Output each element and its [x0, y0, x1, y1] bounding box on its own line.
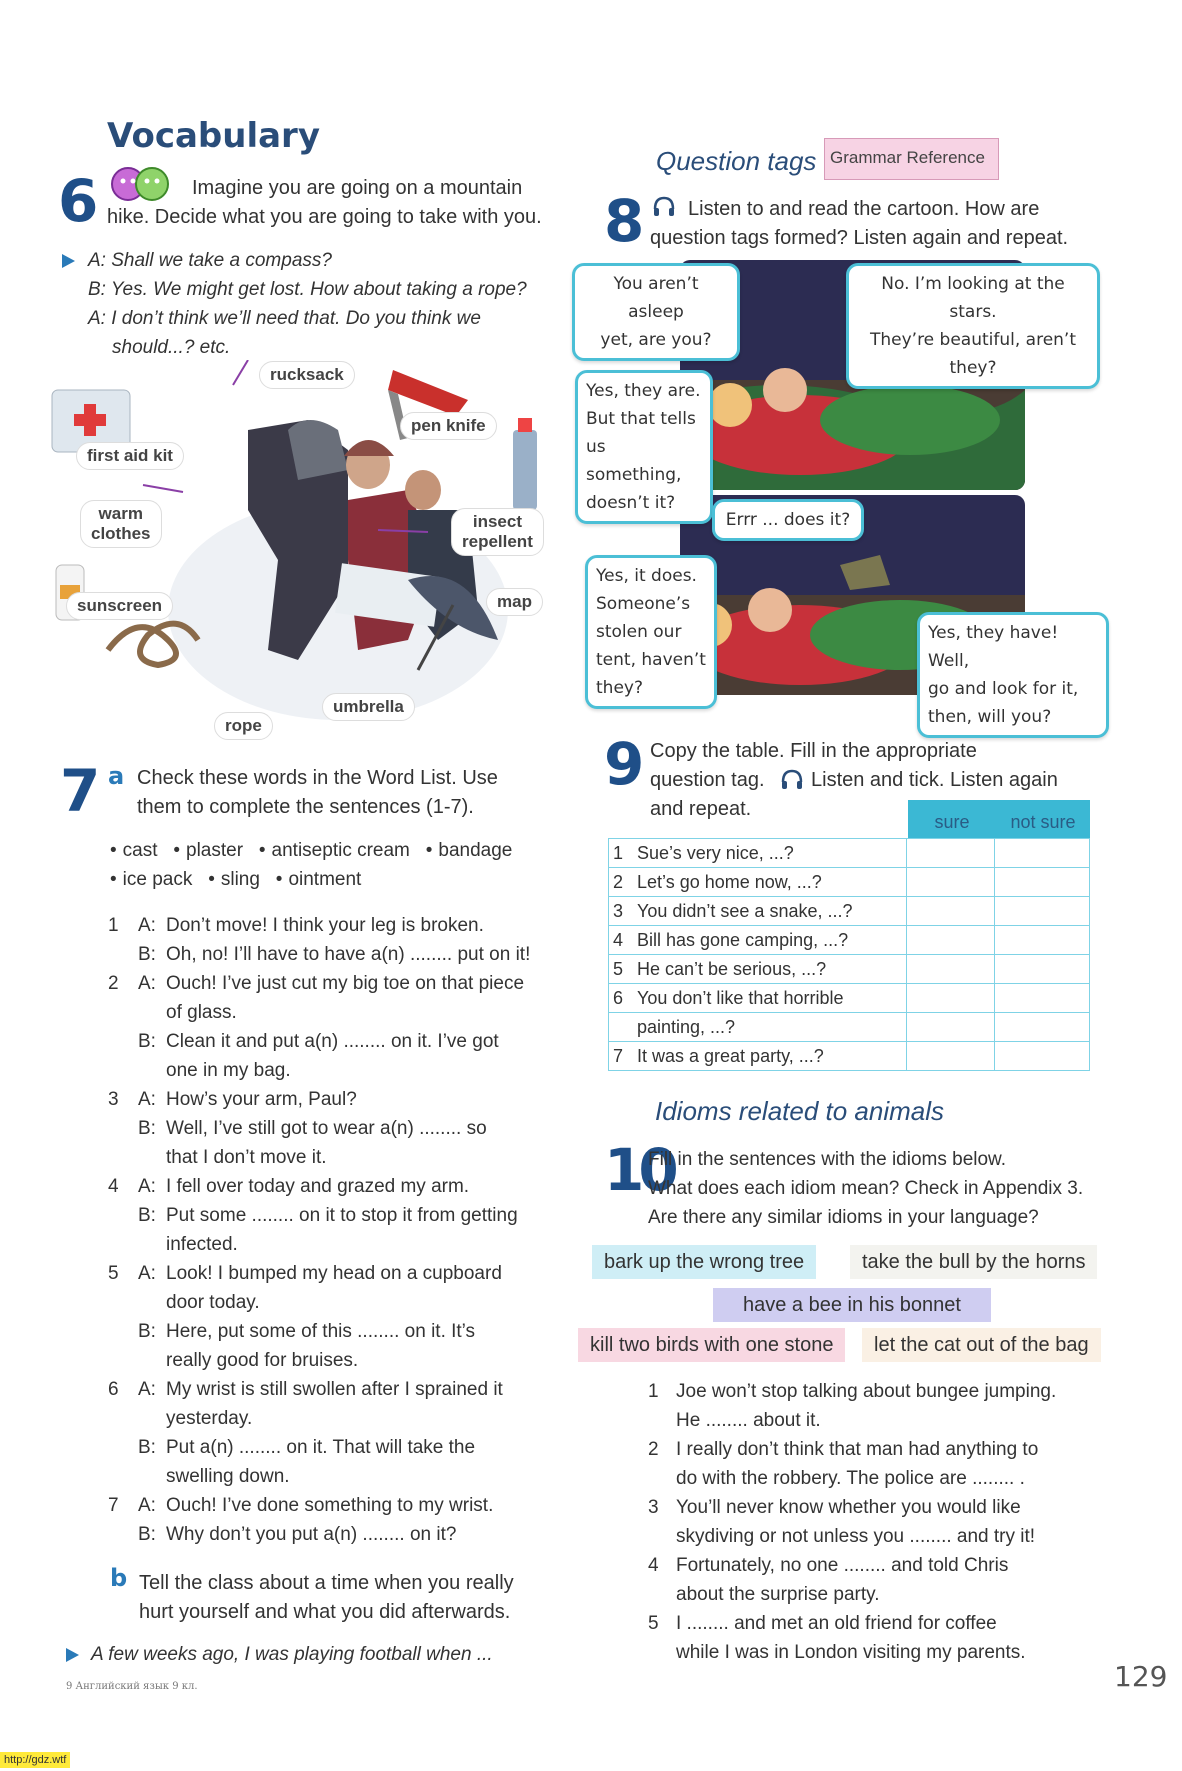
line-number [108, 1230, 138, 1259]
sentence-text: Don’t move! I think your leg is broken. [166, 915, 484, 936]
speaker-label [138, 1462, 166, 1491]
sure-cell[interactable] [906, 868, 995, 897]
bubble-5-line-5: they? [596, 678, 643, 698]
ex8-line-2: question tags formed? Listen again and repeat. [650, 227, 1069, 249]
line-number: 2 [108, 973, 119, 994]
ex7b-line-2: hurt yourself and what you did afterwards. [139, 1601, 511, 1623]
col-not-sure-label: not sure [1010, 812, 1076, 832]
label-rucksack: rucksack [259, 361, 355, 389]
not-sure-cell[interactable] [995, 839, 1090, 868]
row-text: Bill has gone camping, ...? [637, 929, 849, 950]
ex7-sentence-line [108, 1404, 548, 1433]
speaker-label [138, 1404, 166, 1433]
sentence-text: Here, put some of this ........ on it. It’s [166, 1321, 476, 1342]
line-number [648, 1522, 676, 1551]
not-sure-cell[interactable] [995, 926, 1090, 955]
speaker-label [138, 1230, 166, 1259]
row-number: 7 [613, 1045, 624, 1066]
label-insect-repellent [451, 508, 544, 556]
ex7-sentence-line [108, 1375, 548, 1404]
line-number [648, 1406, 676, 1435]
ex9-line-1: Copy the table. Fill in the appropriate [650, 740, 977, 762]
not-sure-cell[interactable] [995, 1042, 1090, 1071]
line-number: 5 [648, 1613, 659, 1634]
speaker-label: B: [138, 1031, 156, 1052]
table-row [609, 1042, 1090, 1071]
ex7-sentence-line [108, 998, 548, 1027]
row-text: You didn’t see a snake, ...? [637, 900, 853, 921]
ex7-part-b: b [110, 1564, 128, 1592]
ex7-sentence-line [108, 1172, 548, 1201]
ex7-word-list-row1 [110, 836, 512, 865]
ex6-dialogue-1: A: Shall we take a compass? [88, 250, 332, 271]
ex7-sentence-line [108, 1288, 548, 1317]
sentence-text: Put some ........ on it to stop it from getting [166, 1205, 518, 1226]
line-number [648, 1580, 676, 1609]
question-cell [609, 955, 907, 984]
ex6-instruction-1: Imagine you are going on a mountain [192, 177, 523, 199]
label-rope: rope [214, 712, 273, 740]
sure-cell[interactable] [906, 984, 995, 1013]
speaker-label: B: [138, 1437, 156, 1458]
line-number [648, 1464, 676, 1493]
word-ointment: • ointment [276, 869, 362, 890]
ex7b-line-1: Tell the class about a time when you really [139, 1572, 514, 1594]
word-cast: • cast [110, 840, 158, 861]
line-number [108, 940, 138, 969]
ex10-sentence-line [648, 1580, 1088, 1609]
idioms-title: Idioms related to animals [655, 1096, 945, 1126]
sure-cell[interactable] [906, 955, 995, 984]
table-row [609, 839, 1090, 868]
ex7b-example: A few weeks ago, I was playing football when ... [91, 1644, 493, 1665]
sentence-text: that I don’t move it. [166, 1147, 327, 1168]
line-number: 3 [648, 1497, 659, 1518]
not-sure-cell[interactable] [995, 1013, 1090, 1042]
line-number [108, 1114, 138, 1143]
row-number: 2 [613, 871, 624, 892]
word-sling: • sling [208, 869, 260, 890]
line-number: 4 [648, 1555, 659, 1576]
sentence-text: You’ll never know whether you would like [676, 1497, 1021, 1518]
sentence-text: Put a(n) ........ on it. That will take the [166, 1437, 476, 1458]
sure-column-header [908, 800, 996, 838]
row-number: 1 [613, 842, 624, 863]
sentence-text: Ouch! I’ve just cut my big toe on that piece [166, 973, 525, 994]
section-title-vocabulary: Vocabulary [107, 116, 320, 156]
line-number [108, 1433, 138, 1462]
ex7-sentence-line [108, 969, 548, 998]
speaker-label: A: [138, 1263, 156, 1284]
ex10-line-2: What does each idiom mean? Check in Appendix 3. [648, 1178, 1084, 1199]
label-warm-clothes [80, 500, 162, 548]
speaker-label: A: [138, 915, 156, 936]
ex7-sentence-line [108, 1520, 548, 1549]
row-number: 5 [613, 958, 624, 979]
ex7-instruction-2: them to complete the sentences (1-7). [137, 796, 474, 818]
ex7-sentence-line [108, 1230, 548, 1259]
table-row [609, 926, 1090, 955]
line-number [108, 1143, 138, 1172]
question-cell [609, 984, 907, 1013]
ex10-sentence-line [648, 1406, 1088, 1435]
row-text: You don’t like that horrible [637, 987, 844, 1008]
bubble-1-line-1: You aren’t asleep [613, 274, 699, 322]
sentence-text: I fell over today and grazed my arm. [166, 1176, 470, 1197]
ex9-line-2a: question tag. [650, 769, 765, 791]
page-number: 129 [1114, 1660, 1168, 1693]
speaker-label [138, 1288, 166, 1317]
not-sure-cell[interactable] [995, 897, 1090, 926]
bubble-6-line-3: then, will you? [928, 707, 1052, 727]
audio-headphones-icon [780, 768, 804, 795]
sentence-text: door today. [166, 1292, 260, 1313]
line-number: 1 [648, 1381, 659, 1402]
ex10-sentences [648, 1377, 1088, 1667]
ex7-sentence-line [108, 1143, 548, 1172]
speaker-label [138, 998, 166, 1027]
sure-cell[interactable] [906, 839, 995, 868]
sure-cell[interactable] [906, 926, 995, 955]
label-map: map [486, 588, 543, 616]
speaker-label: A: [138, 973, 156, 994]
line-number [108, 1201, 138, 1230]
question-cell [609, 1042, 907, 1071]
question-cell [609, 897, 907, 926]
speech-bubble-2 [846, 263, 1100, 389]
ex7-sentence-line [108, 1027, 548, 1056]
sure-cell[interactable] [906, 1013, 995, 1042]
idiom-have-a-bee-in-his-bonnet: have a bee in his bonnet [713, 1288, 991, 1322]
row-text: Sue’s very nice, ...? [637, 842, 794, 863]
sentence-text: Look! I bumped my head on a cupboard [166, 1263, 502, 1284]
sentence-text: Ouch! I’ve done something to my wrist. [166, 1495, 494, 1516]
sentence-text: do with the robbery. The police are ........ . [676, 1468, 1025, 1489]
speaker-label [138, 1143, 166, 1172]
line-number [108, 1317, 138, 1346]
question-cell [609, 868, 907, 897]
bubble-3-line-3: us something, [586, 437, 682, 485]
row-number: 4 [613, 929, 624, 950]
sentence-text: Oh, no! I’ll have to have a(n) ........ put on it! [166, 944, 531, 965]
ex10-sentence-line [648, 1464, 1088, 1493]
audio-headphones-icon [652, 195, 676, 222]
line-number [108, 1027, 138, 1056]
label-pen-knife: pen knife [400, 412, 497, 440]
ex6-dialogue-2: B: Yes. We might get lost. How about taking a rope? [88, 279, 527, 300]
row-number: 6 [613, 987, 624, 1008]
ex9-line-2b: Listen and tick. Listen again [811, 769, 1058, 791]
word-ice-pack: • ice pack [110, 869, 192, 890]
label-warm-clothes-2: clothes [91, 524, 151, 543]
table-row [609, 955, 1090, 984]
sentence-text: Clean it and put a(n) ........ on it. I’ve got [166, 1031, 499, 1052]
label-first-aid-kit: first aid kit [76, 442, 184, 470]
ex7-sentences [108, 911, 548, 1549]
exercise-9-number: 9 [604, 730, 645, 798]
speech-bubble-1 [572, 263, 740, 361]
line-number: 1 [108, 915, 119, 936]
ex10-line-3: Are there any similar idioms in your language? [648, 1207, 1039, 1228]
exercise-8-number: 8 [604, 187, 645, 255]
line-number: 5 [108, 1263, 119, 1284]
table-row [609, 897, 1090, 926]
sentence-text: My wrist is still swollen after I sprained it [166, 1379, 503, 1400]
grammar-reference-label: Grammar Reference [830, 148, 985, 167]
ex10-sentence-line [648, 1377, 1088, 1406]
col-sure-label: sure [934, 812, 970, 832]
bubble-2-line-1: No. I’m looking at the stars. [881, 274, 1065, 322]
sentence-text: How’s your arm, Paul? [166, 1089, 357, 1110]
bubble-3-line-2: But that tells [586, 409, 696, 429]
exercise-7-number: 7 [60, 757, 101, 825]
sentence-text: Fortunately, no one ........ and told Chris [676, 1555, 1009, 1576]
bubble-5-line-3: stolen our [596, 622, 682, 642]
word-bandage: • bandage [426, 840, 513, 861]
idiom-take-the-bull-by-the-horns: take the bull by the horns [850, 1245, 1097, 1279]
exercise-10-number: 10 [604, 1136, 673, 1204]
row-text: painting, ...? [637, 1016, 736, 1037]
speaker-label: B: [138, 944, 156, 965]
sentence-text: of glass. [166, 1002, 237, 1023]
bubble-1-line-2: yet, are you? [600, 330, 712, 350]
ex7-sentence-line [108, 1259, 548, 1288]
bubble-4-line-1: Errr ... does it? [725, 510, 851, 530]
label-warm-clothes-1: warm [98, 504, 143, 523]
speaker-label: B: [138, 1524, 156, 1545]
sentence-text: He ........ about it. [676, 1410, 821, 1431]
line-number [108, 1462, 138, 1491]
label-insect-1: insect [472, 512, 522, 531]
sentence-text: yesterday. [166, 1408, 253, 1429]
bubble-3-line-4: doesn’t it? [586, 493, 676, 513]
label-insect-2: repellent [462, 532, 533, 551]
bubble-3-line-1: Yes, they are. [586, 381, 701, 401]
grammar-reference-badge [824, 138, 999, 180]
ex7-sentence-line [108, 1056, 548, 1085]
ex7-sentence-line [108, 1462, 548, 1491]
speaker-label [138, 1056, 166, 1085]
line-number [108, 998, 138, 1027]
idiom-bark-up-the-wrong-tree: bark up the wrong tree [592, 1245, 816, 1279]
ex7-sentence-line [108, 940, 548, 969]
line-number: 3 [108, 1089, 119, 1110]
row-number: 3 [613, 900, 624, 921]
line-number [108, 1288, 138, 1317]
line-number [108, 1346, 138, 1375]
speaker-label: A: [138, 1176, 156, 1197]
line-number: 2 [648, 1439, 659, 1460]
word-antiseptic-cream: • antiseptic cream [259, 840, 410, 861]
sentence-text: infected. [166, 1234, 238, 1255]
table-row [609, 868, 1090, 897]
idiom-let-the-cat-out-of-the-bag: let the cat out of the bag [862, 1328, 1101, 1362]
table-row [609, 984, 1090, 1013]
question-cell [609, 926, 907, 955]
sure-cell[interactable] [906, 1042, 995, 1071]
ex7-sentence-line [108, 1114, 548, 1143]
ex7-word-list-row2 [110, 865, 361, 894]
question-tag-table [608, 838, 1090, 1071]
speech-bubble-6 [917, 612, 1109, 738]
ex7-instruction-1: Check these words in the Word List. Use [137, 767, 498, 789]
ex7-sentence-line [108, 911, 548, 940]
speaker-label [138, 1346, 166, 1375]
ex6-instruction-2: hike. Decide what you are going to take with you. [107, 206, 542, 228]
ex10-sentence-line [648, 1638, 1088, 1667]
ex6-dialogue-3: A: I don’t think we’ll need that. Do you think we [88, 308, 481, 329]
label-sunscreen: sunscreen [66, 592, 173, 620]
bubble-2-line-2: They’re beautiful, aren’t they? [869, 330, 1077, 378]
bubble-5-line-1: Yes, it does. [596, 566, 697, 586]
ex7-sentence-line [108, 1317, 548, 1346]
not-sure-cell[interactable] [995, 984, 1090, 1013]
ex10-sentence-line [648, 1551, 1088, 1580]
not-sure-cell[interactable] [995, 868, 1090, 897]
speaker-label: B: [138, 1118, 156, 1139]
line-number [108, 1404, 138, 1433]
sure-cell[interactable] [906, 897, 995, 926]
ex10-sentence-line [648, 1435, 1088, 1464]
speaker-label: A: [138, 1089, 156, 1110]
sentence-text: I ........ and met an old friend for coffee [676, 1613, 997, 1634]
speech-bubble-5 [585, 555, 717, 709]
bubble-6-line-1: Yes, they have! Well, [928, 623, 1059, 671]
ex9-line-3: and repeat. [650, 798, 752, 820]
bubble-6-line-2: go and look for it, [928, 679, 1079, 699]
play-arrow-icon [66, 1648, 79, 1662]
line-number: 4 [108, 1176, 119, 1197]
ex7-sentence-line [108, 1433, 548, 1462]
footer-note: 9 Английский язык 9 кл. [66, 1681, 198, 1692]
bubble-5-line-2: Someone’s [596, 594, 691, 614]
row-text: He can’t be serious, ...? [637, 958, 827, 979]
sentence-text: Well, I’ve still got to wear a(n) ........ so [166, 1118, 487, 1139]
ex7-sentence-line [108, 1491, 548, 1520]
ex10-sentence-line [648, 1493, 1088, 1522]
sentence-text: skydiving or not unless you ........ and try it! [676, 1526, 1036, 1547]
speech-bubble-3 [575, 370, 713, 524]
ex10-line-1: Fill in the sentences with the idioms below. [648, 1149, 1007, 1170]
speaker-label: B: [138, 1205, 156, 1226]
watermark-link[interactable]: http://gdz.wtf [0, 1752, 70, 1768]
word-plaster: • plaster [173, 840, 243, 861]
play-arrow-icon [62, 254, 75, 268]
not-sure-column-header [996, 800, 1090, 838]
not-sure-cell[interactable] [995, 955, 1090, 984]
ex7-part-a: a [108, 762, 125, 790]
sentence-text: one in my bag. [166, 1060, 291, 1081]
sentence-text: about the surprise party. [676, 1584, 880, 1605]
ex7-sentence-line [108, 1201, 548, 1230]
ex7-sentence-line [108, 1085, 548, 1114]
row-text: It was a great party, ...? [637, 1045, 824, 1066]
ex8-line-1: Listen to and read the cartoon. How are [688, 198, 1040, 220]
idiom-kill-two-birds: kill two birds with one stone [578, 1328, 845, 1362]
ex10-sentence-line [648, 1609, 1088, 1638]
sentence-text: swelling down. [166, 1466, 290, 1487]
speaker-label: A: [138, 1379, 156, 1400]
line-number: 6 [108, 1379, 119, 1400]
line-number [108, 1056, 138, 1085]
ex7-sentence-line [108, 1346, 548, 1375]
speaker-label: A: [138, 1495, 156, 1516]
exercise-6-number: 6 [58, 167, 99, 235]
speaker-label: B: [138, 1321, 156, 1342]
pair-work-icon [108, 166, 174, 202]
line-number [108, 1520, 138, 1549]
speech-bubble-4 [712, 499, 864, 541]
sentence-text: Why don’t you put a(n) ........ on it? [166, 1524, 457, 1545]
ex10-sentence-line [648, 1522, 1088, 1551]
table-row [609, 1013, 1090, 1042]
question-cell [609, 839, 907, 868]
bubble-5-line-4: tent, haven’t [596, 650, 706, 670]
question-tags-title: Question tags [656, 146, 817, 176]
label-umbrella: umbrella [322, 693, 415, 721]
row-text: Let’s go home now, ...? [637, 871, 822, 892]
sentence-text: Joe won’t stop talking about bungee jumping. [676, 1381, 1057, 1402]
sentence-text: really good for bruises. [166, 1350, 359, 1371]
line-number: 7 [108, 1495, 119, 1516]
sentence-text: I really don’t think that man had anything to [676, 1439, 1039, 1460]
question-cell [609, 1013, 907, 1042]
ex6-dialogue-4: should...? etc. [112, 337, 231, 358]
sentence-text: while I was in London visiting my parents. [676, 1642, 1026, 1663]
line-number [648, 1638, 676, 1667]
